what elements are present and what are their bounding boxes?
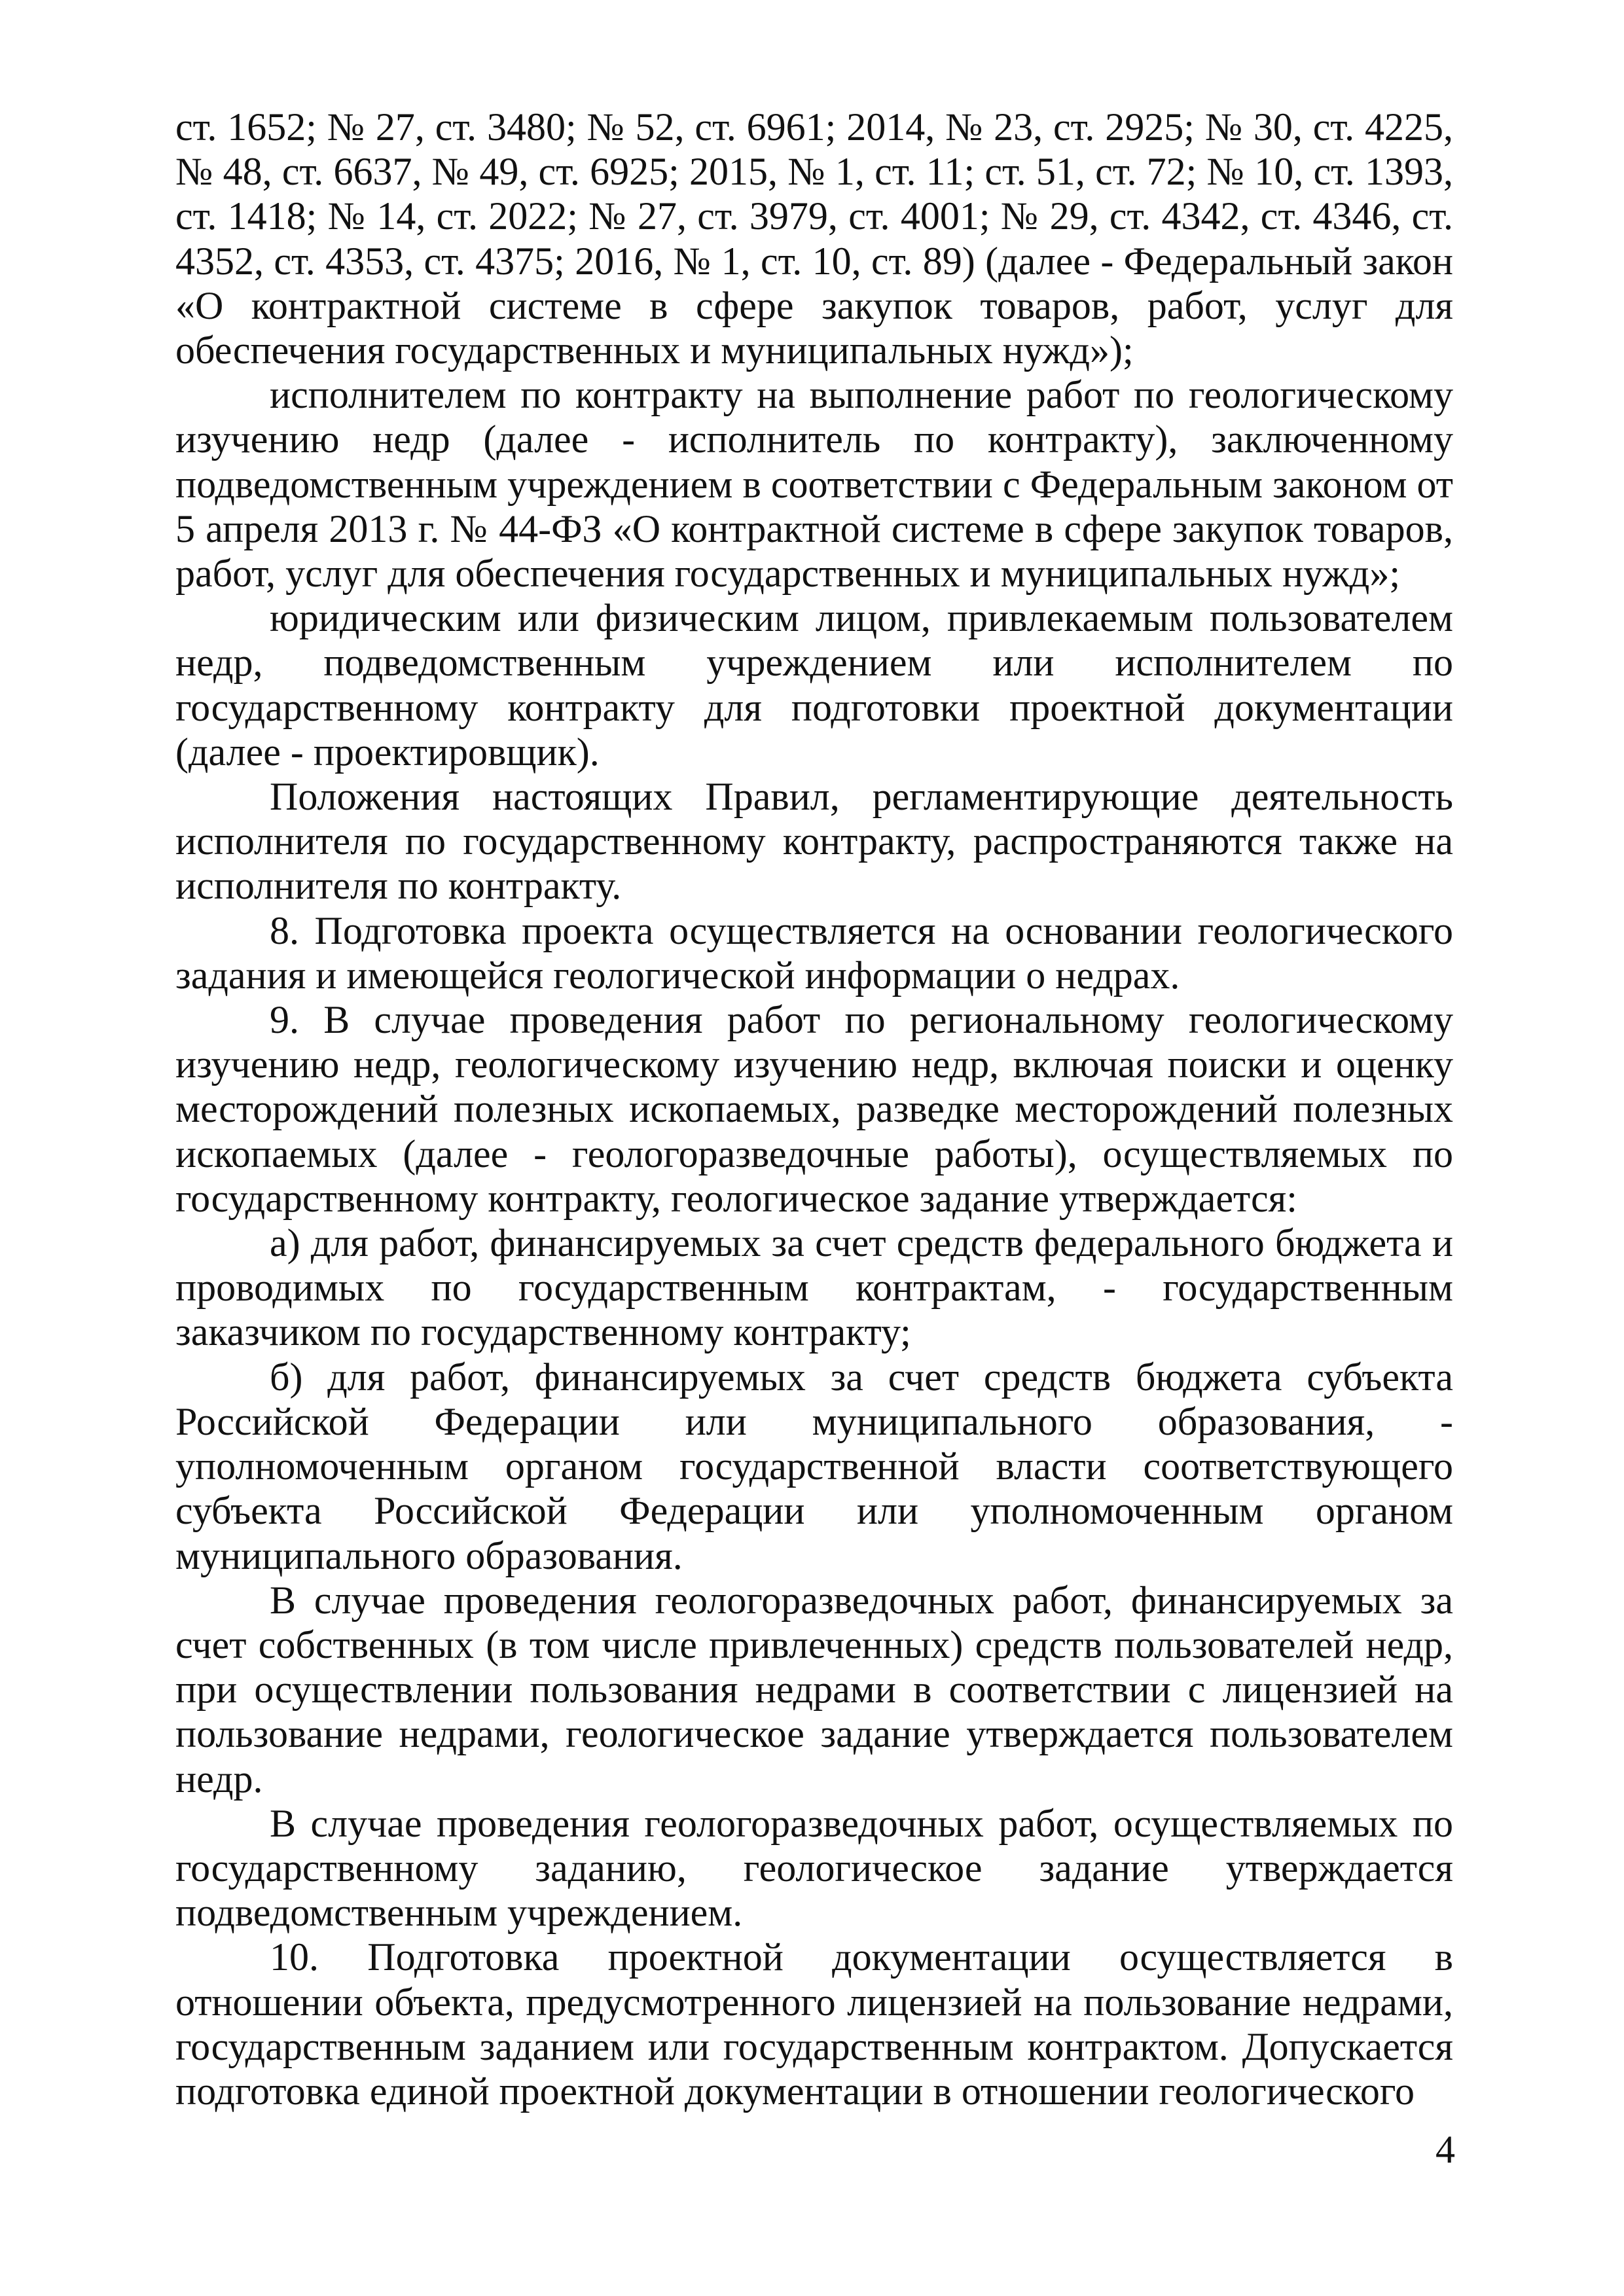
document-body xyxy=(175,105,1453,2113)
paragraph-item-9b: б) для работ, финансируемых за счет средств бюджета субъекта Российской Федерации или муниципального образования, - уполномоченным органом государственной власти соответствующего субъекта Российской Федерации или уполномоченным органом муниципального образования. xyxy=(175,1355,1453,1577)
paragraph-item-10: 10. Подготовка проектной документации осуществляется в отношении объекта, предусмотренного лицензией на пользование недрами, государственным заданием или государственным контрактом. Допускается подготовка единой проектной документации в отношении геологического xyxy=(175,1935,1453,2113)
paragraph-item-9a: а) для работ, финансируемых за счет средств федерального бюджета и проводимых по государственным контрактам, - государственным заказчиком по государственному контракту; xyxy=(175,1221,1453,1354)
page-number: 4 xyxy=(1435,2128,1455,2171)
paragraph-rules-provisions: Положения настоящих Правил, регламентирующие деятельность исполнителя по государственному контракту, распространяются также на исполнителя по контракту. xyxy=(175,775,1453,908)
paragraph-item-9: 9. В случае проведения работ по региональному геологическому изучению недр, геологическому изучению недр, включая поиски и оценку месторождений полезных ископаемых, разведке месторождений полезных ископаемых (далее - геологоразведочные работы), осуществляемых по государственному контракту, геологическое задание утверждается: xyxy=(175,998,1453,1220)
paragraph-legal-references: ст. 1652; № 27, ст. 3480; № 52, ст. 6961; 2014, № 23, ст. 2925; № 30, ст. 4225, № 48, ст. 6637, № 49, ст. 6925; 2015, № 1, ст. 11; ст. 51, ст. 72; № 10, ст. 1393, ст. 1418; № 14, ст. 2022; № 27, ст. 3979, ст. 4001; № 29, ст. 4342, ст. 4346, ст. 4352, ст. 4353, ст. 4375; 2016, № 1, ст. 10, ст. 89) (далее - Федеральный закон «О контрактной системе в сфере закупок товаров, работ, услуг для обеспечения государственных и муниципальных нужд»); xyxy=(175,105,1453,372)
paragraph-contract-executor: исполнителем по контракту на выполнение работ по геологическому изучению недр (далее - исполнитель по контракту), заключенному подведомственным учреждением в соответствии с Федеральным законом от 5 апреля 2013 г. № 44-ФЗ «О контрактной системе в сфере закупок товаров, работ, услуг для обеспечения государственных и муниципальных нужд»; xyxy=(175,373,1453,596)
paragraph-state-assignment: В случае проведения геологоразведочных работ, осуществляемых по государственному заданию, геологическое задание утверждается подведомственным учреждением. xyxy=(175,1801,1453,1935)
paragraph-designer: юридическим или физическим лицом, привлекаемым пользователем недр, подведомственным учреждением или исполнителем по государственному контракту для подготовки проектной документации (далее - проектировщик). xyxy=(175,596,1453,774)
paragraph-own-funds: В случае проведения геологоразведочных работ, финансируемых за счет собственных (в том числе привлеченных) средств пользователей недр, при осуществлении пользования недрами в соответствии с лицензией на пользование недрами, геологическое задание утверждается пользователем недр. xyxy=(175,1578,1453,1801)
paragraph-item-8: 8. Подготовка проекта осуществляется на основании геологического задания и имеющейся геологической информации о недрах. xyxy=(175,908,1453,997)
